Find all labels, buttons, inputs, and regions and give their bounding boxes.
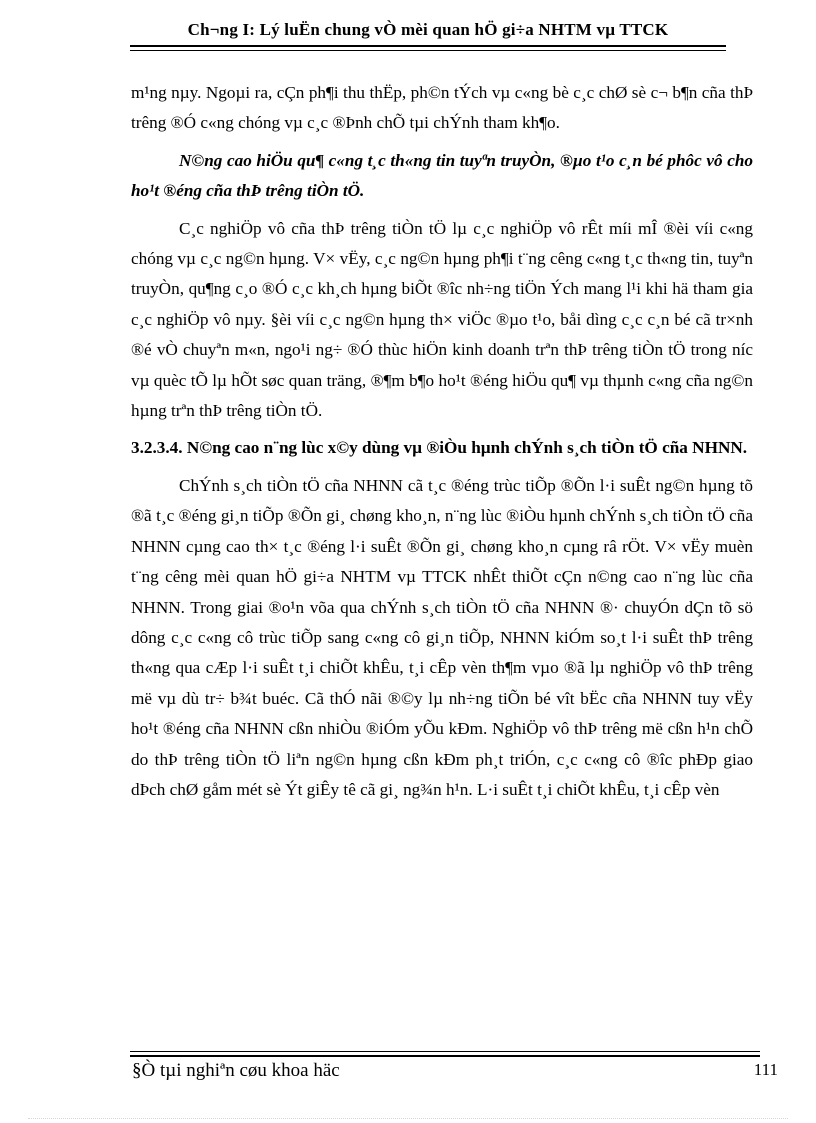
subsection-title: N©ng cao hiÖu qu¶ c«ng t¸c th«ng tin tuyªn truyÒn, ®µo t¹o c¸n bé phôc vô cho ho¹t ®éng cña thÞ trêng tiÒn tÖ. <box>131 150 753 201</box>
paragraph-continuation: m¹ng nµy. Ngoµi ra, cÇn ph¶i thu thËp, ph©n tÝch vµ c«ng bè c¸c chØ sè c¬ b¶n cña thÞ trêng ®Ó c«ng chóng vµ c¸c ®Þnh chÕ tµi chÝnh tham kh¶o. <box>131 83 753 133</box>
footer-title: §Ò tµi nghiªn cøu khoa häc <box>132 1060 340 1081</box>
page-number: 111 <box>753 1060 778 1079</box>
header-rule-thin <box>130 50 726 51</box>
paragraph-monetary-policy: ChÝnh s¸ch tiÒn tÖ cña NHNN cã t¸c ®éng trùc tiÕp ®Õn l·i suÊt ng©n hµng tõ ®ã t¸c ®éng gi¸n tiÕp ®Õn gi¸ chøng kho¸n, n¨ng lùc ®iÒu hµnh chÝnh s¸ch tiÒn tÖ cña NHNN cµng cao th× t¸c ®éng l·i suÊt ®Õn gi¸ chøng kho¸n cµng râ rÖt. V× vËy muèn t¨ng cêng mèi quan hÖ gi÷a NHTM vµ TTCK nhÊt thiÕt cÇn n©ng cao n¨ng lùc cña NHNN. Trong giai ®o¹n võa qua chÝnh s¸ch tiÒn tÖ cña NHNN ®· chuyÓn dÇn tõ sö dông c¸c c«ng cô trùc tiÕp sang c«ng cô gi¸n tiÕp, NHNN kiÓm so¸t l·i suÊt thÞ trêng th«ng qua cÆp l·i suÊt t¸i chiÕt khÊu, t¸i cÊp vèn th¶m vµo ®ã lµ nghiÖp vô thÞ trêng më vµ dù tr÷ b¾t buéc. Cã thÓ nãi ®©y lµ nh÷ng tiÕn bé vît bËc cña NHNN tuy vËy ho¹t ®éng cña NHNN cßn nhiÒu ®iÓm yÕu kÐm. NghiÖp vô thÞ trêng më cßn h¹n chÕ do thÞ trêng tiÒn tÖ liªn ng©n hµng cßn kÐm ph¸t triÓn, c¸c c«ng cô ®îc phÐp giao dÞch chØ gåm mét sè Ýt giÊy tê cã gi¸ ng¾n h¹n. L·i suÊt t¸i chiÕt khÊu, t¸i cÊp vèn <box>131 475 753 799</box>
paragraph-training: C¸c nghiÖp vô cña thÞ trêng tiÒn tÖ lµ c¸c nghiÖp vô rÊt míi mÎ ®èi víi c«ng chóng vµ c¸c ng©n hµng. V× vËy, c¸c ng©n hµng ph¶i t¨ng cêng c«ng t¸c th«ng tin, tuyªn truyÒn, qu¶ng c¸o ®Ó c¸c kh¸ch hµng biÕt ®îc nh÷ng tiÖn Ých mang l¹i khi hä tham gia c¸c nghiÖp vô nµy. §èi víi c¸c ng©n hµng th× viÖc ®µo t¹o, båi dìng c¸c c¸n bé cã tr×nh ®é vÒ chuyªn m«n, ngo¹i ng÷ ®Ó thùc hiÖn kinh doanh trªn thÞ trêng tiÒn tÖ trong níc vµ quèc tÕ lµ hÕt søc quan träng, ®¶m b¶o ho¹t ®éng hiÖu qu¶ vµ thµnh c«ng cña ng©n hµng trªn thÞ trêng tiÒn tÖ. <box>131 218 753 421</box>
running-header: Ch¬ng I: Lý luËn chung vÒ mèi quan hÖ gi÷a NHTM vµ TTCK <box>187 20 669 39</box>
section-heading: 3.2.3.4. N©ng cao n¨ng lùc x©y dùng vµ ®iÒu hµnh chÝnh s¸ch tiÒn tÖ cña NHNN. <box>131 438 748 458</box>
footer-rule-thin <box>130 1051 760 1052</box>
page-bottom-edge <box>28 1118 788 1119</box>
header-rule-thick <box>130 45 726 47</box>
body-text <box>131 78 753 812</box>
footer-rule-thick <box>130 1055 760 1057</box>
